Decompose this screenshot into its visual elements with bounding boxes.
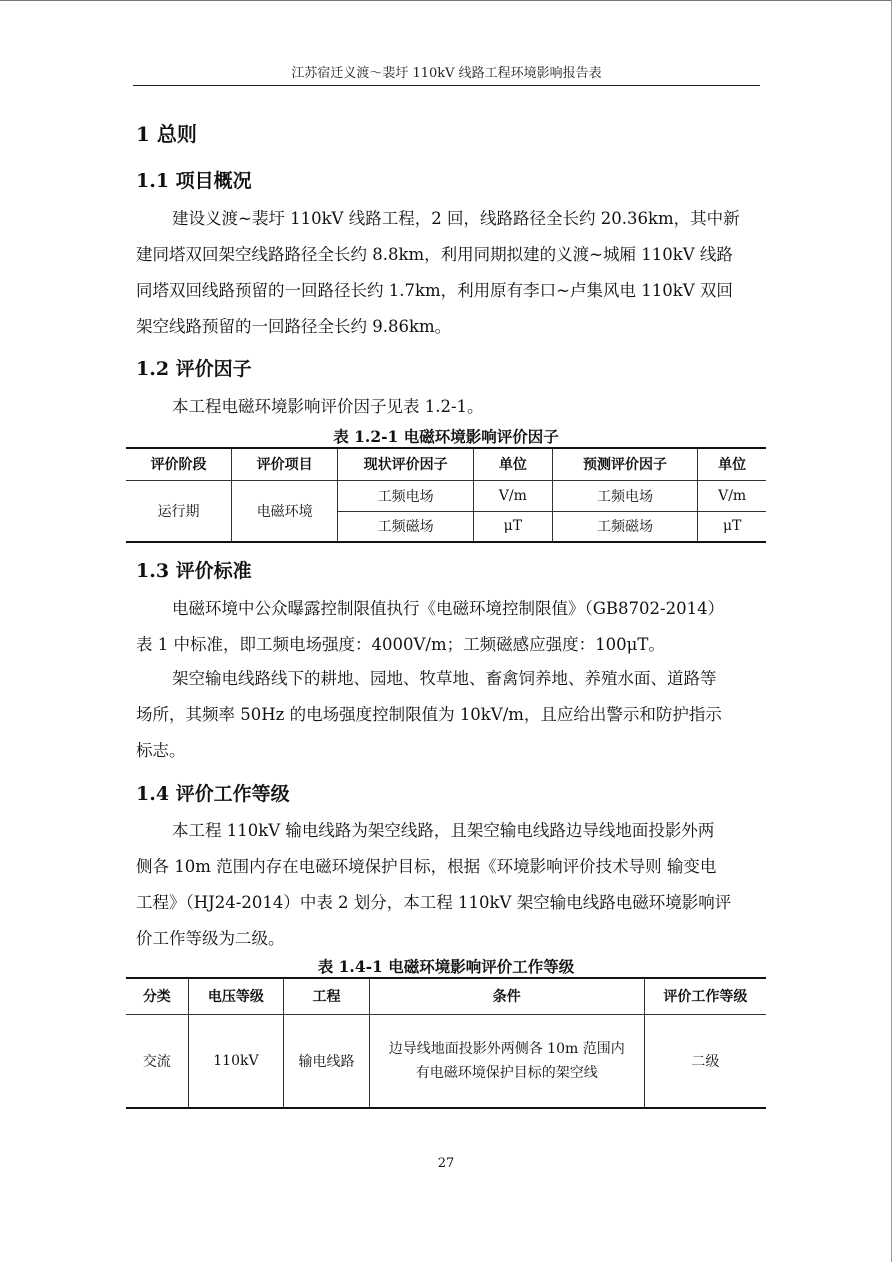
text-line: 工程》（HJ24-2014）中表 2 划分，本工程 110kV 架空输电线路电磁环境影响评 <box>136 893 732 912</box>
table-2-caption: 表 1.4-1 电磁环境影响评价工作等级 <box>317 957 575 976</box>
text-line: 本工程 110kV 输电线路为架空线路，且架空输电线路边导线地面投影外两 <box>172 821 715 840</box>
text-line: 建设义渡~裴圩 110kV 线路工程，2 回，线路路径全长约 20.36km，其中新 <box>172 209 740 228</box>
evaluation-factor-table <box>126 447 766 543</box>
table-header-cell: 工程 <box>284 978 369 1014</box>
text-line: 建同塔双回架空线路路径全长约 8.8km，利用同期拟建的义渡~城厢 110kV 线路 <box>136 245 733 264</box>
section-1-1-heading: 1.1 项目概况 <box>136 170 252 192</box>
table-cell: V/m <box>698 480 766 511</box>
table-1-caption: 表 1.2-1 电磁环境影响评价因子 <box>333 427 559 446</box>
running-header: 江苏宿迁义渡～裴圩 110kV 线路工程环境影响报告表 <box>133 62 760 86</box>
table-cell: 工频电场 <box>338 480 474 511</box>
table-header-row <box>126 978 766 1014</box>
section-1-4-heading: 1.4 评价工作等级 <box>136 783 290 805</box>
table-header-cell: 单位 <box>698 448 766 480</box>
text-line: 场所，其频率 50Hz 的电场强度控制限值为 10kV/m，且应给出警示和防护指示 <box>136 705 722 724</box>
page-number: 27 <box>437 1156 455 1171</box>
table-cell: 工频磁场 <box>338 511 474 542</box>
table-cell-stage: 运行期 <box>126 480 232 542</box>
table-header-row <box>126 448 766 480</box>
section-1-3-heading: 1.3 评价标准 <box>136 560 252 582</box>
text-line: 侧各 10m 范围内存在电磁环境保护目标，根据《环境影响评价技术导则 输变电 <box>136 857 717 876</box>
text-line: 架空线路预留的一回路径全长约 9.86km。 <box>136 317 452 336</box>
table-header-cell: 单位 <box>474 448 553 480</box>
evaluation-grade-table <box>126 977 766 1109</box>
table-header-cell: 分类 <box>126 978 188 1014</box>
table-cell-grade: 二级 <box>644 1014 766 1108</box>
table-header-cell: 评价工作等级 <box>644 978 766 1014</box>
table-cell-item: 电磁环境 <box>232 480 338 542</box>
text-line: 价工作等级为二级。 <box>136 929 285 948</box>
page-border-top <box>0 0 892 1</box>
table-header-cell: 现状评价因子 <box>338 448 474 480</box>
table-cell: μT <box>698 511 766 542</box>
condition-line: 边导线地面投影外两侧各 10m 范围内 <box>388 1040 625 1057</box>
text-line: 电磁环境中公众曝露控制限值执行《电磁环境控制限值》（GB8702-2014） <box>172 599 725 618</box>
table-header-cell: 条件 <box>369 978 644 1014</box>
text-line: 同塔双回线路预留的一回路径长约 1.7km，利用原有李口~卢集风电 110kV 双回 <box>136 281 733 300</box>
section-1-3-paragraph-2 <box>136 661 758 769</box>
section-1-1-paragraph <box>136 201 758 345</box>
text-line: 架空输电线路线下的耕地、园地、牧草地、畜禽饲养地、养殖水面、道路等 <box>172 669 717 688</box>
section-1-2-paragraph: 本工程电磁环境影响评价因子见表 1.2-1。 <box>172 397 484 416</box>
condition-line: 有电磁环境保护目标的架空线 <box>415 1064 598 1081</box>
table-header-cell: 电压等级 <box>188 978 284 1014</box>
section-1-2-heading: 1.2 评价因子 <box>136 358 252 380</box>
table-cell-voltage: 110kV <box>188 1014 284 1108</box>
table-cell-condition <box>369 1014 644 1108</box>
table-cell-category: 交流 <box>126 1014 188 1108</box>
table-header-cell: 评价阶段 <box>126 448 232 480</box>
table-cell: μT <box>474 511 553 542</box>
table-row <box>126 480 766 511</box>
table-cell: 工频电场 <box>552 480 698 511</box>
text-line: 标志。 <box>136 741 186 760</box>
table-cell-project: 输电线路 <box>284 1014 369 1108</box>
section-1-4-paragraph <box>136 813 758 957</box>
text-line: 表 1 中标准，即工频电场强度：4000V/m；工频磁感应强度：100μT。 <box>136 635 665 654</box>
section-1-heading: 1 总则 <box>136 122 197 146</box>
table-header-cell: 评价项目 <box>232 448 338 480</box>
table-cell: 工频磁场 <box>552 511 698 542</box>
table-row <box>126 1014 766 1108</box>
section-1-3-paragraph-1 <box>136 591 758 663</box>
table-cell: V/m <box>474 480 553 511</box>
table-header-cell: 预测评价因子 <box>552 448 698 480</box>
